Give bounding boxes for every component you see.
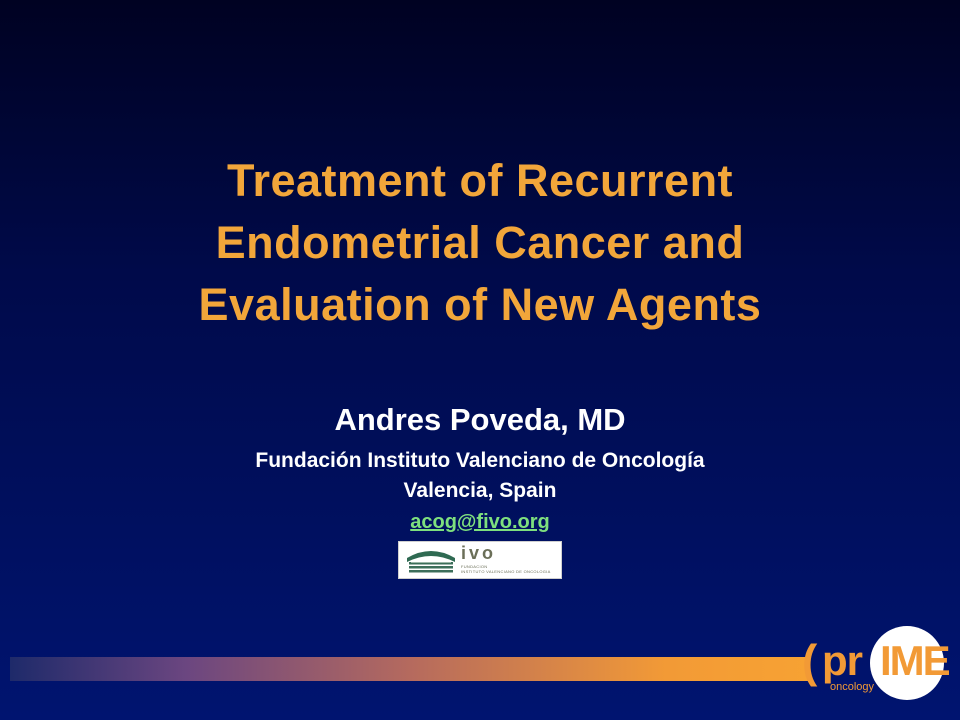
affiliation-block	[80, 446, 880, 506]
prime-logo-paren: (	[802, 635, 818, 687]
slide-title	[80, 150, 880, 336]
title-line-1: Treatment of Recurrent	[226, 155, 734, 206]
author-name: Andres Poveda, MD	[334, 402, 626, 437]
location: Valencia, Spain	[403, 479, 557, 502]
ivo-subtitle-line-2: INSTITUTO VALENCIANO DE ONCOLOGIA	[461, 569, 551, 574]
ivo-building-icon	[405, 546, 457, 574]
title-line-2: Endometrial Cancer and	[215, 217, 745, 268]
ivo-logo-name: ivo	[461, 543, 497, 563]
affiliation: Fundación Instituto Valenciano de Oncología	[255, 449, 705, 472]
prime-logo-tagline: oncology	[830, 681, 875, 693]
ivo-logo	[398, 541, 562, 579]
email-container	[80, 508, 880, 536]
prime-logo-ime: IME	[880, 637, 949, 684]
footer-gradient-bar	[10, 657, 810, 681]
prime-oncology-logo	[800, 624, 950, 704]
title-line-3: Evaluation of New Agents	[198, 279, 762, 330]
ivo-subtitle-line-1: FUNDACION	[461, 564, 488, 569]
ivo-logo-subtitle	[461, 564, 559, 574]
prime-logo-pr: pr	[822, 637, 862, 684]
email-link[interactable]: acog@fivo.org	[410, 511, 550, 533]
